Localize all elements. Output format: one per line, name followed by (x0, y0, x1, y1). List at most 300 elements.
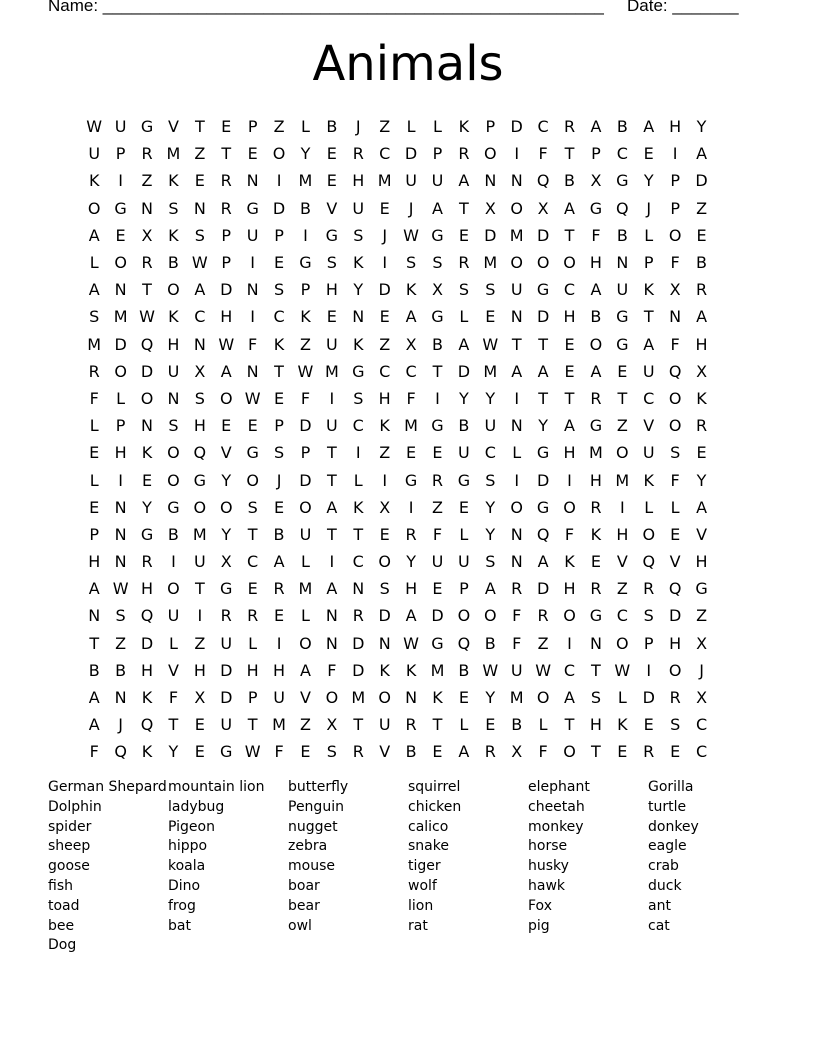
grid-letter[interactable]: E (643, 144, 654, 164)
grid-letter[interactable]: D (536, 470, 550, 490)
grid-letter[interactable]: D (457, 361, 471, 381)
grid-letter[interactable]: F (512, 606, 522, 626)
grid-letter[interactable]: H (246, 660, 259, 680)
grid-letter[interactable]: X (141, 225, 153, 245)
grid-letter[interactable]: T (564, 388, 575, 408)
grid-letter[interactable]: I (382, 253, 388, 273)
grid-letter[interactable]: S (353, 388, 364, 408)
grid-letter[interactable]: H (589, 470, 602, 490)
grid-letter[interactable]: C (616, 606, 628, 626)
grid-letter[interactable]: S (643, 606, 654, 626)
grid-letter[interactable]: R (405, 715, 417, 735)
grid-letter[interactable]: H (378, 388, 391, 408)
grid-letter[interactable]: N (352, 307, 365, 327)
grid-letter[interactable]: O (563, 606, 576, 626)
grid-letter[interactable]: H (669, 117, 682, 137)
grid-letter[interactable]: C (194, 307, 206, 327)
grid-letter[interactable]: S (115, 606, 126, 626)
grid-letter[interactable]: E (458, 497, 469, 517)
grid-letter[interactable]: N (616, 253, 629, 273)
grid-letter[interactable]: K (617, 715, 628, 735)
grid-letter[interactable]: P (89, 524, 100, 544)
grid-letter[interactable]: H (220, 307, 233, 327)
grid-letter[interactable]: G (431, 416, 444, 436)
grid-letter[interactable]: Y (353, 280, 364, 300)
grid-letter[interactable]: E (273, 497, 285, 517)
grid-letter[interactable]: M (483, 361, 498, 381)
grid-letter[interactable]: T (326, 524, 337, 544)
grid-letter[interactable]: L (89, 416, 99, 436)
grid-letter[interactable]: O (457, 606, 471, 626)
grid-letter[interactable]: I (672, 144, 678, 164)
grid-letter[interactable]: Y (485, 388, 496, 408)
grid-letter[interactable]: P (485, 117, 496, 137)
grid-letter[interactable]: Q (668, 361, 682, 381)
grid-letter[interactable]: J (276, 470, 282, 490)
grid-letter[interactable]: D (378, 280, 391, 300)
grid-letter[interactable]: T (274, 361, 284, 381)
grid-letter[interactable]: G (431, 307, 444, 327)
grid-letter[interactable]: Z (273, 117, 285, 137)
grid-letter[interactable]: G (140, 117, 154, 137)
grid-letter[interactable]: U (326, 334, 338, 354)
grid-letter[interactable]: B (696, 253, 708, 273)
grid-letter[interactable]: S (670, 443, 681, 463)
grid-letter[interactable]: H (405, 579, 418, 599)
grid-letter[interactable]: A (88, 579, 100, 599)
grid-letter[interactable]: J (355, 117, 361, 137)
grid-letter[interactable]: E (194, 742, 205, 762)
grid-letter[interactable]: O (167, 280, 180, 300)
grid-letter[interactable]: A (326, 497, 338, 517)
grid-letter[interactable]: V (326, 198, 338, 218)
grid-letter[interactable]: C (247, 552, 259, 572)
grid-letter[interactable]: O (616, 443, 629, 463)
grid-letter[interactable]: E (326, 307, 337, 327)
grid-letter[interactable]: E (89, 497, 100, 517)
grid-letter[interactable]: J (699, 660, 704, 680)
grid-letter[interactable]: Z (115, 633, 127, 653)
grid-letter[interactable]: S (273, 443, 285, 463)
grid-letter[interactable]: L (89, 253, 99, 273)
grid-letter[interactable]: U (114, 117, 127, 137)
grid-letter[interactable]: F (591, 225, 601, 245)
grid-letter[interactable]: P (115, 416, 126, 436)
grid-letter[interactable]: A (88, 280, 100, 300)
grid-letter[interactable]: D (114, 334, 127, 354)
grid-letter[interactable]: D (510, 117, 523, 137)
grid-letter[interactable]: L (353, 470, 363, 490)
grid-letter[interactable]: E (247, 579, 258, 599)
grid-letter[interactable]: Y (485, 497, 496, 517)
grid-letter[interactable]: F (89, 742, 99, 762)
grid-letter[interactable]: L (406, 117, 416, 137)
grid-letter[interactable]: Y (696, 117, 707, 137)
grid-letter[interactable]: N (378, 633, 391, 653)
grid-letter[interactable]: D (668, 606, 682, 626)
grid-letter[interactable]: O (536, 688, 550, 708)
grid-letter[interactable]: A (511, 361, 523, 381)
grid-letter[interactable]: F (274, 742, 284, 762)
grid-letter[interactable]: G (220, 742, 233, 762)
grid-letter[interactable]: W (244, 388, 261, 408)
grid-letter[interactable]: D (536, 579, 550, 599)
grid-letter[interactable]: K (141, 443, 153, 463)
grid-letter[interactable]: U (458, 443, 470, 463)
grid-letter[interactable]: T (591, 660, 601, 680)
grid-letter[interactable]: B (326, 117, 338, 137)
grid-letter[interactable]: O (510, 253, 523, 273)
grid-letter[interactable]: S (89, 307, 100, 327)
grid-letter[interactable]: E (326, 144, 337, 164)
grid-letter[interactable]: R (88, 361, 100, 381)
grid-letter[interactable]: X (590, 171, 602, 191)
grid-letter[interactable]: F (327, 660, 337, 680)
grid-letter[interactable]: P (247, 688, 258, 708)
grid-letter[interactable]: C (643, 388, 655, 408)
grid-letter[interactable]: F (168, 688, 179, 708)
grid-letter[interactable]: P (221, 225, 232, 245)
grid-letter[interactable]: W (535, 660, 552, 680)
grid-letter[interactable]: R (590, 388, 602, 408)
grid-letter[interactable]: T (643, 307, 654, 327)
grid-letter[interactable]: O (563, 253, 576, 273)
grid-letter[interactable]: Q (140, 715, 154, 735)
grid-letter[interactable]: Y (142, 497, 152, 517)
grid-letter[interactable]: O (378, 688, 391, 708)
grid-letter[interactable]: F (538, 742, 548, 762)
grid-letter[interactable]: O (484, 606, 497, 626)
grid-letter[interactable]: K (168, 225, 179, 245)
grid-letter[interactable]: G (589, 416, 603, 436)
grid-letter[interactable]: I (514, 388, 520, 408)
grid-letter[interactable]: E (300, 742, 311, 762)
grid-letter[interactable]: W (614, 660, 631, 680)
grid-letter[interactable]: B (616, 117, 628, 137)
grid-letter[interactable]: X (537, 198, 549, 218)
grid-letter[interactable]: U (193, 552, 206, 572)
grid-letter[interactable]: W (244, 742, 261, 762)
grid-letter[interactable]: V (616, 552, 628, 572)
grid-letter[interactable]: E (379, 524, 390, 544)
grid-letter[interactable]: Z (537, 633, 549, 653)
grid-letter[interactable]: K (141, 688, 153, 708)
grid-letter[interactable]: O (510, 497, 523, 517)
grid-letter[interactable]: E (221, 117, 232, 137)
grid-letter[interactable]: C (273, 307, 285, 327)
grid-letter[interactable]: P (115, 144, 126, 164)
grid-letter[interactable]: X (696, 633, 708, 653)
grid-letter[interactable]: S (670, 715, 681, 735)
grid-letter[interactable]: H (589, 253, 602, 273)
grid-letter[interactable]: O (167, 443, 180, 463)
grid-letter[interactable]: L (617, 688, 627, 708)
grid-letter[interactable]: G (220, 579, 233, 599)
grid-letter[interactable]: F (670, 334, 680, 354)
grid-letter[interactable]: G (325, 225, 339, 245)
grid-letter[interactable]: H (563, 579, 576, 599)
grid-letter[interactable]: I (435, 388, 440, 408)
grid-letter[interactable]: C (484, 443, 496, 463)
grid-letter[interactable]: E (458, 688, 469, 708)
grid-letter[interactable]: E (485, 307, 496, 327)
grid-letter[interactable]: D (299, 416, 312, 436)
grid-letter[interactable]: A (537, 361, 549, 381)
grid-letter[interactable]: Y (221, 470, 232, 490)
grid-letter[interactable]: U (431, 552, 444, 572)
grid-letter[interactable]: D (220, 688, 233, 708)
grid-letter[interactable]: O (536, 253, 550, 273)
grid-letter[interactable]: S (379, 579, 390, 599)
grid-letter[interactable]: F (406, 388, 416, 408)
grid-letter[interactable]: D (220, 280, 233, 300)
grid-letter[interactable]: E (670, 742, 681, 762)
grid-letter[interactable]: G (616, 171, 629, 191)
grid-letter[interactable]: M (509, 688, 524, 708)
grid-letter[interactable]: W (112, 579, 129, 599)
grid-letter[interactable]: J (118, 715, 123, 735)
grid-letter[interactable]: U (220, 715, 233, 735)
grid-letter[interactable]: E (273, 388, 285, 408)
grid-letter[interactable]: E (115, 225, 126, 245)
grid-letter[interactable]: W (403, 225, 419, 245)
grid-letter[interactable]: A (88, 715, 100, 735)
grid-letter[interactable]: E (617, 742, 628, 762)
grid-letter[interactable]: R (220, 171, 232, 191)
grid-letter[interactable]: M (615, 470, 630, 490)
grid-letter[interactable]: N (167, 388, 180, 408)
grid-letter[interactable]: R (141, 253, 153, 273)
grid-letter[interactable]: K (458, 117, 470, 137)
grid-letter[interactable]: F (512, 633, 522, 653)
grid-letter[interactable]: O (114, 253, 127, 273)
grid-letter[interactable]: D (352, 633, 365, 653)
grid-letter[interactable]: H (273, 660, 286, 680)
grid-letter[interactable]: C (563, 660, 576, 680)
grid-letter[interactable]: X (326, 715, 338, 735)
grid-letter[interactable]: K (564, 552, 575, 572)
grid-letter[interactable]: S (432, 253, 443, 273)
grid-letter[interactable]: U (642, 361, 655, 381)
grid-letter[interactable]: B (299, 198, 311, 218)
grid-letter[interactable]: I (250, 307, 255, 327)
grid-letter[interactable]: P (459, 579, 469, 599)
grid-letter[interactable]: O (219, 388, 233, 408)
grid-letter[interactable]: Q (536, 171, 550, 191)
grid-letter[interactable]: G (114, 198, 127, 218)
grid-letter[interactable]: I (303, 225, 308, 245)
grid-letter[interactable]: F (300, 388, 311, 408)
grid-letter[interactable]: K (379, 660, 390, 680)
grid-letter[interactable]: O (140, 388, 154, 408)
grid-letter[interactable]: E (617, 361, 628, 381)
grid-letter[interactable]: H (695, 334, 708, 354)
grid-letter[interactable]: I (329, 552, 335, 572)
grid-letter[interactable]: E (458, 225, 469, 245)
grid-letter[interactable]: M (509, 225, 524, 245)
grid-letter[interactable]: E (247, 144, 258, 164)
grid-letter[interactable]: S (485, 470, 496, 490)
grid-letter[interactable]: A (537, 552, 549, 572)
grid-letter[interactable]: Z (379, 443, 391, 463)
grid-letter[interactable]: O (299, 497, 312, 517)
grid-letter[interactable]: R (431, 470, 444, 490)
grid-letter[interactable]: X (511, 742, 523, 762)
grid-letter[interactable]: A (220, 361, 232, 381)
grid-letter[interactable]: U (220, 633, 233, 653)
grid-letter[interactable]: F (670, 470, 680, 490)
grid-letter[interactable]: F (538, 144, 548, 164)
grid-letter[interactable]: E (379, 307, 390, 327)
grid-letter[interactable]: U (642, 443, 655, 463)
grid-letter[interactable]: A (590, 117, 602, 137)
grid-letter[interactable]: D (431, 606, 444, 626)
grid-letter[interactable]: I (567, 633, 572, 653)
grid-letter[interactable]: Q (536, 524, 550, 544)
grid-letter[interactable]: A (643, 334, 655, 354)
grid-letter[interactable]: X (405, 334, 417, 354)
grid-letter[interactable]: X (379, 497, 391, 517)
grid-letter[interactable]: S (194, 225, 205, 245)
grid-letter[interactable]: O (299, 633, 312, 653)
grid-letter[interactable]: M (113, 307, 128, 327)
grid-letter[interactable]: A (458, 171, 470, 191)
grid-letter[interactable]: G (193, 470, 207, 490)
grid-letter[interactable]: I (408, 497, 414, 517)
grid-letter[interactable]: I (197, 606, 203, 626)
grid-letter[interactable]: R (458, 144, 470, 164)
grid-letter[interactable]: W (218, 334, 235, 354)
grid-letter[interactable]: E (564, 334, 575, 354)
grid-letter[interactable]: G (431, 225, 444, 245)
grid-letter[interactable]: B (564, 171, 575, 191)
grid-letter[interactable]: D (352, 660, 365, 680)
grid-letter[interactable]: I (118, 470, 123, 490)
grid-letter[interactable]: A (432, 198, 443, 218)
grid-letter[interactable]: D (695, 171, 708, 191)
grid-letter[interactable]: Y (643, 171, 654, 191)
grid-letter[interactable]: C (695, 742, 708, 762)
grid-letter[interactable]: A (696, 497, 708, 517)
grid-letter[interactable]: K (405, 280, 417, 300)
grid-letter[interactable]: I (276, 171, 282, 191)
grid-letter[interactable]: A (458, 742, 470, 762)
grid-letter[interactable]: X (194, 688, 206, 708)
grid-letter[interactable]: E (247, 416, 258, 436)
grid-letter[interactable]: I (646, 660, 652, 680)
grid-letter[interactable]: M (351, 688, 366, 708)
grid-letter[interactable]: W (191, 253, 208, 273)
grid-letter[interactable]: M (589, 443, 603, 463)
grid-letter[interactable]: N (114, 688, 127, 708)
grid-letter[interactable]: K (643, 280, 654, 300)
grid-letter[interactable]: N (114, 497, 127, 517)
grid-letter[interactable]: U (510, 660, 523, 680)
grid-letter[interactable]: E (643, 715, 654, 735)
grid-letter[interactable]: L (116, 388, 126, 408)
grid-letter[interactable]: A (194, 280, 206, 300)
grid-letter[interactable]: T (617, 388, 628, 408)
grid-letter[interactable]: T (221, 144, 232, 164)
grid-letter[interactable]: I (567, 470, 572, 490)
grid-letter[interactable]: I (619, 497, 625, 517)
grid-letter[interactable]: I (118, 171, 123, 191)
grid-letter[interactable]: E (432, 579, 443, 599)
grid-letter[interactable]: S (406, 253, 417, 273)
grid-letter[interactable]: C (352, 416, 364, 436)
grid-letter[interactable]: G (352, 361, 365, 381)
grid-letter[interactable]: V (696, 524, 708, 544)
grid-letter[interactable]: X (432, 280, 443, 300)
grid-letter[interactable]: K (432, 688, 443, 708)
grid-letter[interactable]: P (432, 144, 443, 164)
grid-letter[interactable]: I (514, 470, 520, 490)
grid-letter[interactable]: E (221, 416, 232, 436)
grid-letter[interactable]: G (431, 633, 444, 653)
grid-letter[interactable]: A (326, 579, 338, 599)
grid-letter[interactable]: R (220, 606, 232, 626)
grid-letter[interactable]: N (510, 307, 523, 327)
grid-letter[interactable]: T (432, 715, 443, 735)
grid-letter[interactable]: J (382, 225, 388, 245)
grid-letter[interactable]: G (536, 443, 550, 463)
grid-letter[interactable]: V (669, 552, 681, 572)
grid-letter[interactable]: T (511, 334, 522, 354)
grid-letter[interactable]: K (273, 334, 285, 354)
grid-letter[interactable]: N (246, 171, 259, 191)
grid-letter[interactable]: G (246, 443, 259, 463)
grid-letter[interactable]: N (141, 198, 153, 218)
grid-letter[interactable]: C (405, 361, 417, 381)
grid-letter[interactable]: H (325, 280, 338, 300)
grid-letter[interactable]: W (403, 633, 419, 653)
grid-letter[interactable]: E (564, 361, 575, 381)
grid-letter[interactable]: L (644, 497, 654, 517)
grid-letter[interactable]: T (247, 715, 258, 735)
grid-letter[interactable]: T (247, 524, 258, 544)
grid-letter[interactable]: R (643, 742, 655, 762)
grid-letter[interactable]: U (458, 552, 470, 572)
grid-letter[interactable]: M (166, 144, 181, 164)
grid-letter[interactable]: I (514, 144, 520, 164)
grid-letter[interactable]: G (589, 606, 603, 626)
grid-letter[interactable]: G (246, 198, 259, 218)
grid-letter[interactable]: U (88, 144, 101, 164)
grid-letter[interactable]: G (536, 497, 550, 517)
grid-letter[interactable]: X (696, 361, 708, 381)
grid-letter[interactable]: L (248, 633, 258, 653)
grid-letter[interactable]: G (140, 524, 154, 544)
grid-letter[interactable]: H (193, 660, 206, 680)
grid-letter[interactable]: L (459, 715, 469, 735)
grid-letter[interactable]: O (616, 633, 629, 653)
grid-letter[interactable]: O (668, 225, 682, 245)
grid-letter[interactable]: U (299, 524, 312, 544)
grid-letter[interactable]: E (696, 443, 707, 463)
name-field[interactable]: Name: _____________________________________________________ (48, 0, 604, 15)
grid-letter[interactable]: O (563, 742, 576, 762)
grid-letter[interactable]: Q (140, 606, 154, 626)
grid-letter[interactable]: C (695, 715, 708, 735)
grid-letter[interactable]: E (326, 171, 337, 191)
grid-letter[interactable]: R (643, 579, 655, 599)
grid-letter[interactable]: A (590, 280, 602, 300)
grid-letter[interactable]: H (352, 171, 365, 191)
grid-letter[interactable]: O (563, 497, 576, 517)
grid-letter[interactable]: R (220, 198, 232, 218)
grid-letter[interactable]: B (167, 253, 179, 273)
date-field[interactable]: Date: _______ (627, 0, 739, 15)
